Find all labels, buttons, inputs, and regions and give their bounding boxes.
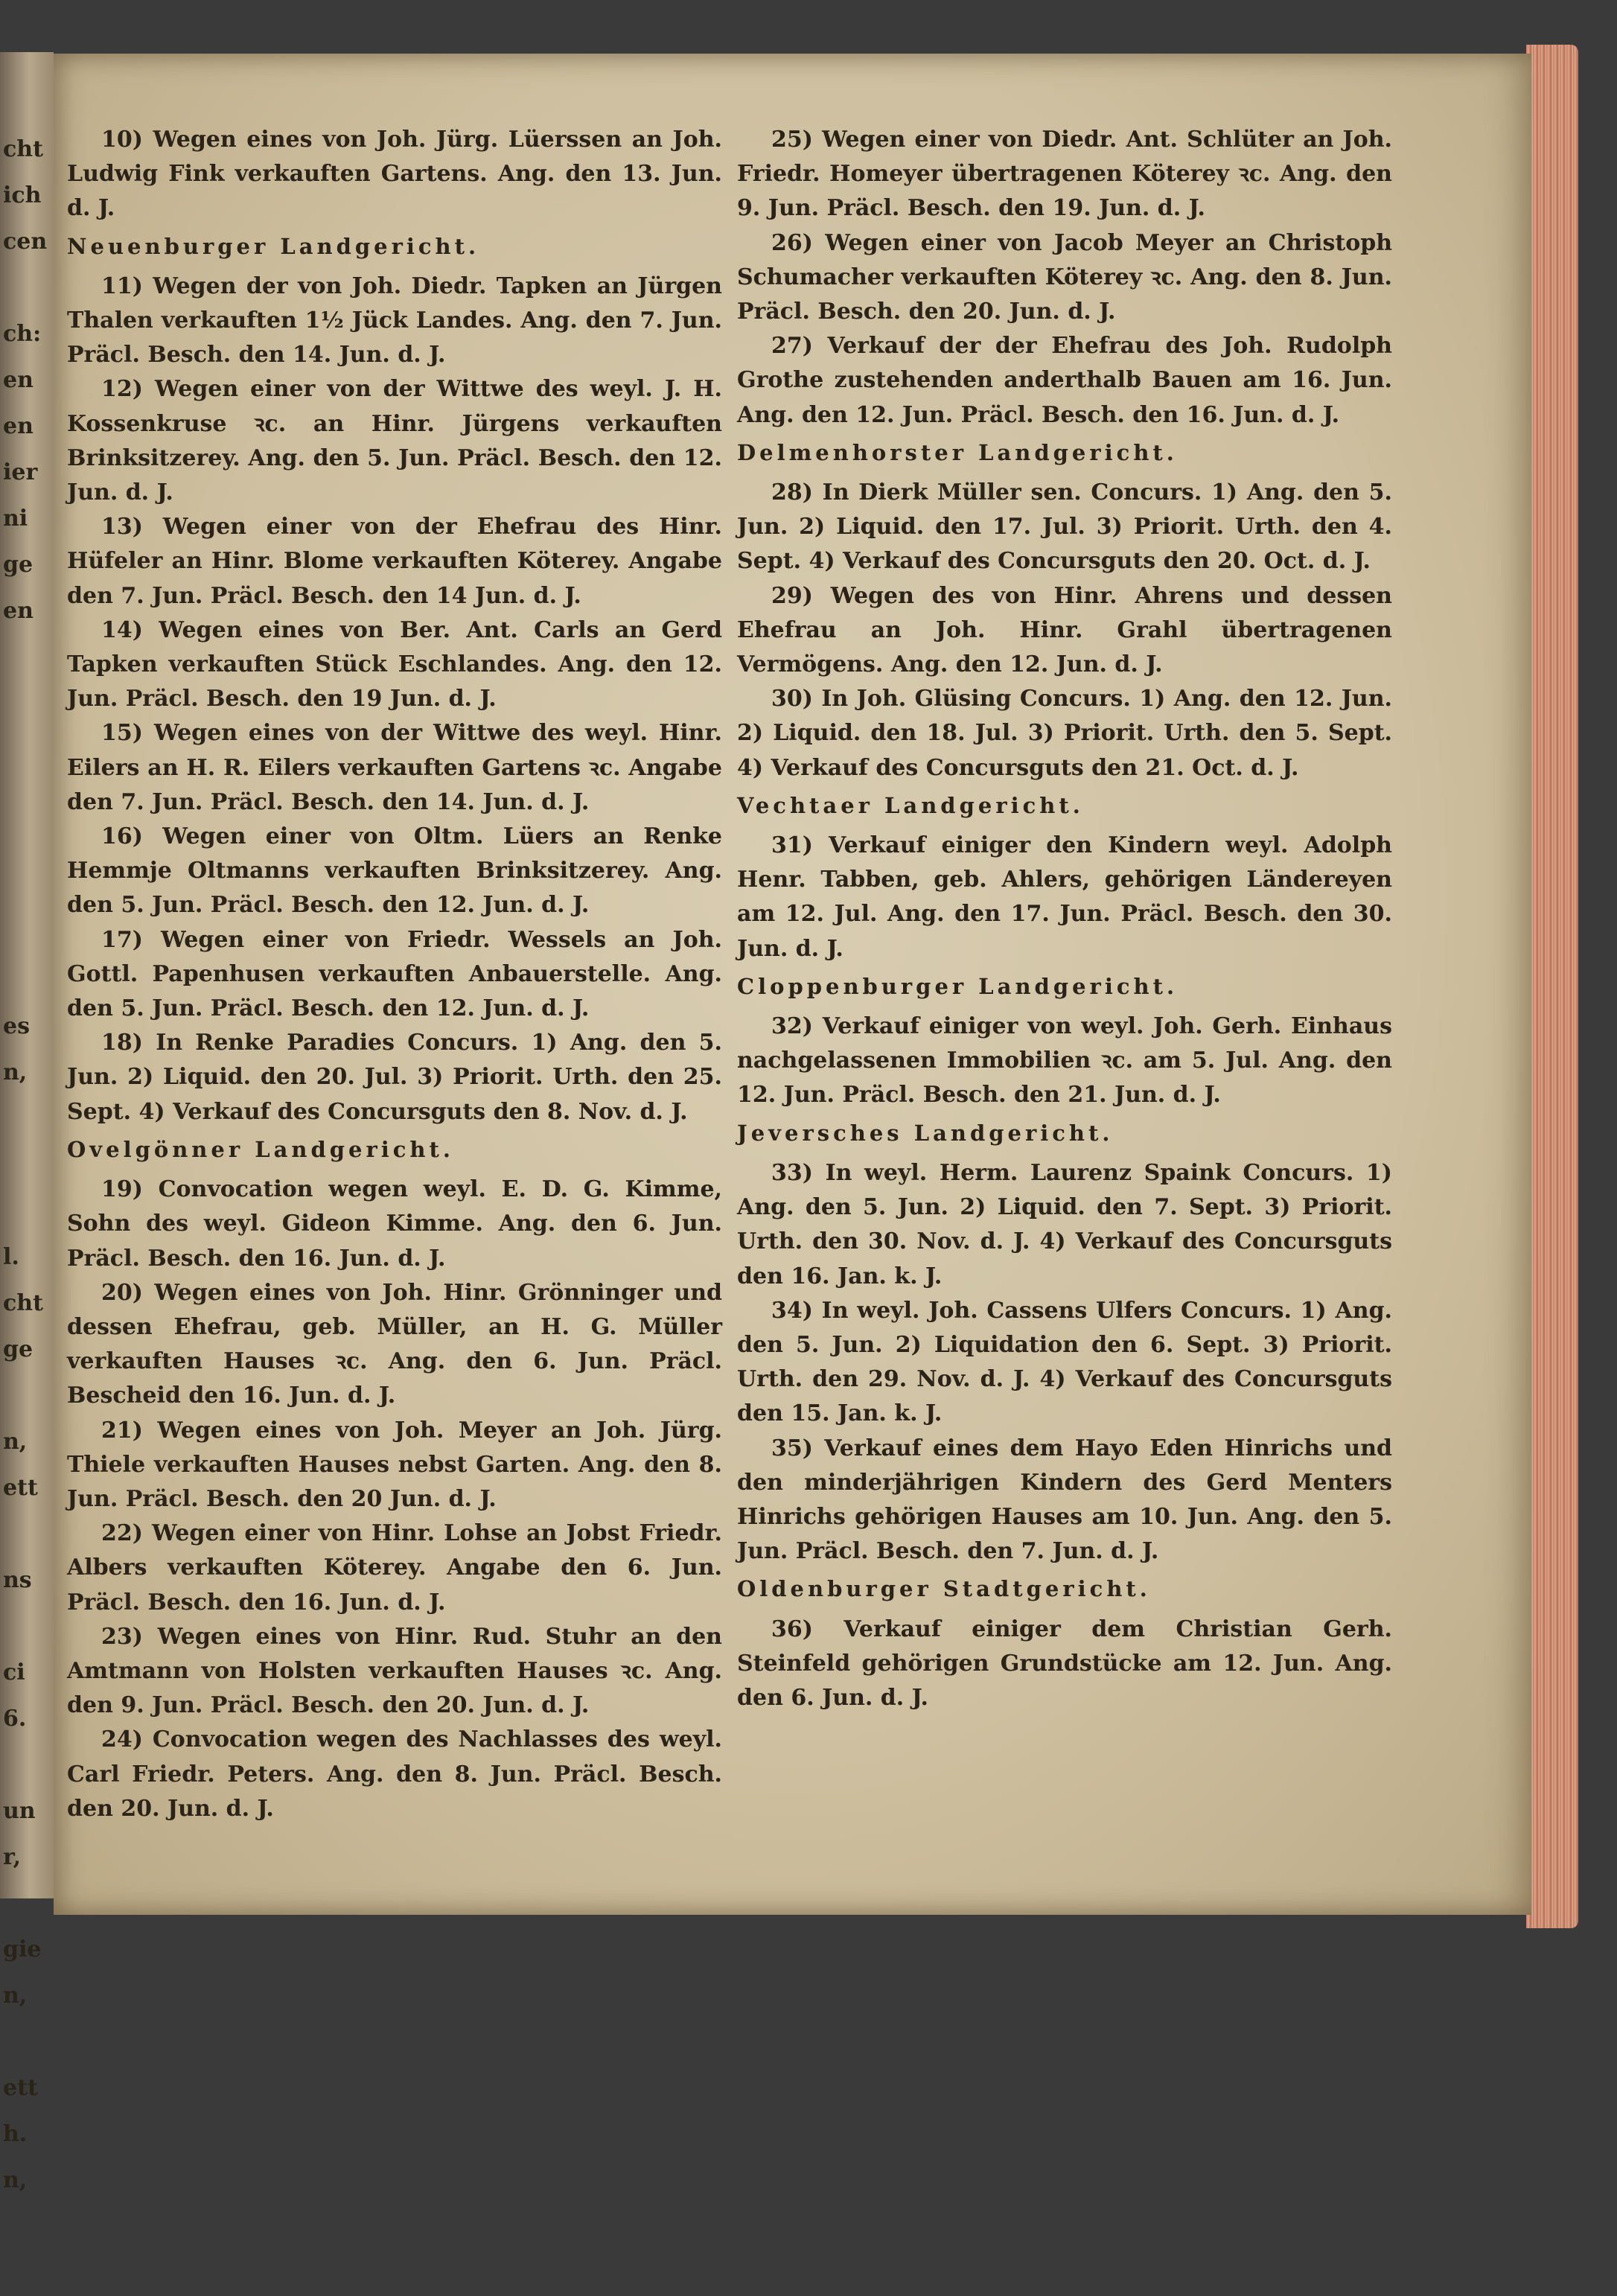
- previous-page-fragment: n,: [3, 1429, 28, 1455]
- notice-entry: 20) Wegen eines von Joh. Hinr. Grönninger und dessen Ehefrau, geb. Müller, an H. G. Müller verkauften Hauses ꝛc. Ang. den 6. Jun. Präcl. Bescheid den 16. Jun. d. J.: [67, 1279, 722, 1409]
- notice-entry: 10) Wegen eines von Joh. Jürg. Lüerssen an Joh. Ludwig Fink verkauften Gartens. Ang. den 13. Jun. d. J.: [67, 127, 722, 222]
- previous-page-fragment: [3, 1881, 51, 1927]
- notice-entry: 26) Wegen einer von Jacob Meyer an Christoph Schumacher verkauften Köterey ꝛc. Ang. den 8. Jun. Präcl. Besch. den 20. Jun. d. J.: [737, 229, 1392, 325]
- previous-page-fragment: cen: [3, 229, 48, 255]
- previous-page-fragment: [3, 957, 51, 1004]
- previous-page-fragment: n,: [3, 1059, 28, 1085]
- court-heading: Jeversches Landgericht.: [737, 1120, 1114, 1146]
- previous-page-fragment: cht: [3, 1290, 43, 1316]
- notice-entry: 35) Verkauf eines dem Hayo Eden Hinrichs und den minderjährigen Kindern des Gerd Menters Hinrichs gehörigen Hauses am 10. Jun. Ang. den 5. Jun. Präcl. Besch. den 7. Jun. d. J.: [737, 1435, 1392, 1565]
- previous-page-fragment: [3, 2019, 51, 2065]
- previous-page-fragment: en: [3, 598, 34, 624]
- notice-entry: 21) Wegen eines von Joh. Meyer an Joh. Jürg. Thiele verkauften Hauses nebst Garten. Ang. den 8. Jun. Präcl. Besch. den 20 Jun. d. J.: [67, 1417, 722, 1512]
- notice-entry: 34) In weyl. Joh. Cassens Ulfers Concurs. 1) Ang. den 5. Jun. 2) Liquidation den 6. Sept. 3) Priorit. Urth. den 29. Nov. d. J. 4) Verkauf des Concursguts den 15. Jan. k. J.: [737, 1297, 1392, 1427]
- notice-entry: 22) Wegen einer von Hinr. Lohse an Jobst Friedr. Albers verkauften Köterey. Angabe den 6. Jun. Präcl. Besch. den 16. Jun. d. J.: [67, 1520, 722, 1616]
- previous-page-fragment: [3, 911, 51, 957]
- notice-entry: 24) Convocation wegen des Nachlasses des weyl. Carl Friedr. Peters. Ang. den 8. Jun. Präcl. Besch. den 20. Jun. d. J.: [67, 1726, 722, 1822]
- right-column: [737, 123, 1392, 1715]
- page-edge-stack: [1526, 45, 1578, 1928]
- previous-page-fragment: ch:: [3, 321, 42, 347]
- notice-entry: 33) In weyl. Herm. Laurenz Spaink Concurs. 1) Ang. den 5. Jun. 2) Liquid. den 7. Sept. 3) Priorit. Urth. den 30. Nov. d. J. 4) Verkauf des Concursguts den 16. Jan. k. J.: [737, 1159, 1392, 1289]
- previous-page-edge: [0, 52, 54, 2193]
- notice-entry: 15) Wegen eines von der Wittwe des weyl. Hinr. Eilers an H. R. Eilers verkauften Gartens ꝛc. Angabe den 7. Jun. Präcl. Besch. den 14. Jun. d. J.: [67, 720, 722, 815]
- previous-page-fragment: en: [3, 413, 34, 439]
- notice-entry: 29) Wegen des von Hinr. Ahrens und dessen Ehefrau an Joh. Hinr. Grahl übertragenen Vermögens. Ang. den 12. Jun. d. J.: [737, 582, 1392, 678]
- previous-page-fragment: [3, 1373, 51, 1419]
- previous-page-fragment: ier: [3, 459, 38, 485]
- court-heading: Cloppenburger Landgericht.: [737, 973, 1179, 999]
- previous-page-fragment: en: [3, 367, 34, 393]
- previous-page-fragment: ci: [3, 1659, 25, 1686]
- notice-entry: 25) Wegen einer von Diedr. Ant. Schlüter an Joh. Friedr. Homeyer übertragenen Köterey ꝛc. Ang. den 9. Jun. Präcl. Besch. den 19. Jun. d. J.: [737, 127, 1392, 222]
- court-heading: Ovelgönner Landgericht.: [67, 1136, 454, 1162]
- notice-entry: 14) Wegen eines von Ber. Ant. Carls an Gerd Tapken verkauften Stück Eschlandes. Ang. den 12. Jun. Präcl. Besch. den 19 Jun. d. J.: [67, 616, 722, 712]
- previous-page-fragment: [3, 680, 51, 727]
- previous-page-fragment: l.: [3, 1244, 19, 1270]
- previous-page-fragment: [3, 1188, 51, 1234]
- left-column: [67, 123, 722, 1826]
- previous-page-fragment: h.: [3, 2121, 28, 2147]
- previous-page-fragment: ge: [3, 552, 34, 578]
- previous-page-fragment: gie: [3, 1936, 42, 1962]
- notice-entry: 36) Verkauf einiger dem Christian Gerh. Steinfeld gehörigen Grundstücke am 12. Jun. Ang. den 6. Jun. d. J.: [737, 1616, 1392, 1711]
- court-heading: Oldenburger Stadtgericht.: [737, 1576, 1151, 1602]
- previous-page-fragment: ett: [3, 1475, 38, 1501]
- previous-page-fragment: [3, 865, 51, 911]
- previous-page-fragment: [3, 819, 51, 865]
- previous-page-fragment: [3, 1604, 51, 1650]
- previous-page-fragment: [3, 265, 51, 311]
- notice-entry: 16) Wegen einer von Oltm. Lüers an Renke Hemmje Oltmanns verkauften Brinksitzerey. Ang. den 5. Jun. Präcl. Besch. den 12. Jun. d. J.: [67, 823, 722, 919]
- notice-entry: 13) Wegen einer von der Ehefrau des Hinr. Hüfeler an Hinr. Blome verkauften Köterey. Angabe den 7. Jun. Präcl. Besch. den 14 Jun. d. J.: [67, 514, 722, 609]
- previous-page-fragment: [3, 773, 51, 819]
- previous-page-fragment: [3, 1096, 51, 1142]
- previous-page-fragment: [3, 2204, 51, 2250]
- notice-entry: 18) In Renke Paradies Concurs. 1) Ang. den 5. Jun. 2) Liquid. den 20. Jul. 3) Priorit. Urth. den 25. Sept. 4) Verkauf des Concursguts den 8. Nov. d. J.: [67, 1030, 722, 1125]
- notice-entry: 27) Verkauf der der Ehefrau des Joh. Rudolph Grothe zustehenden anderthalb Bauen am 16. Jun. Ang. den 12. Jun. Präcl. Besch. den 16. Jun. d. J.: [737, 333, 1392, 428]
- previous-page-fragment: [3, 727, 51, 773]
- court-heading: Neuenburger Landgericht.: [67, 233, 480, 259]
- previous-page-fragment: n,: [3, 2167, 28, 2193]
- previous-page-fragment: 6.: [3, 1706, 27, 1732]
- notice-entry: 17) Wegen einer von Friedr. Wessels an Joh. Gottl. Papenhusen verkauften Anbauerstelle. Ang. den 5. Jun. Präcl. Besch. den 12. Jun. d. J.: [67, 926, 722, 1022]
- previous-page-text-fragments: [3, 127, 51, 2296]
- previous-page-fragment: [3, 1142, 51, 1188]
- previous-page-fragment: ni: [3, 506, 28, 532]
- previous-page-fragment: [3, 1511, 51, 1557]
- court-heading: Delmenhorster Landgericht.: [737, 439, 1178, 465]
- previous-page-fragment: [3, 2250, 51, 2296]
- previous-page-fragment: es: [3, 1013, 30, 1039]
- notice-entry: 11) Wegen der von Joh. Diedr. Tapken an Jürgen Thalen verkauften 1½ Jück Landes. Ang. den 7. Jun. Präcl. Besch. den 14. Jun. d. J.: [67, 272, 722, 369]
- previous-page-fragment: ich: [3, 182, 42, 208]
- previous-page-fragment: ett: [3, 2075, 38, 2101]
- notice-entry: 19) Convocation wegen weyl. E. D. G. Kimme, Sohn des weyl. Gideon Kimme. Ang. den 6. Jun. Präcl. Besch. den 16. Jun. d. J.: [67, 1176, 722, 1272]
- notice-entry: 32) Verkauf einiger von weyl. Joh. Gerh. Einhaus nachgelassenen Immobilien ꝛc. am 5. Jul. Ang. den 12. Jun. Präcl. Besch. den 21. Jun. d. J.: [737, 1013, 1392, 1109]
- notice-entry: 31) Verkauf einiger den Kindern weyl. Adolph Henr. Tabben, geb. Ahlers, gehörigen Ländereyen am 12. Jul. Ang. den 17. Jun. Präcl. Besch. den 30. Jun. d. J.: [737, 832, 1392, 962]
- previous-page-fragment: cht: [3, 136, 43, 162]
- notice-entry: 23) Wegen eines von Hinr. Rud. Stuhr an den Amtmann von Holsten verkauften Hauses ꝛc. Ang. den 9. Jun. Präcl. Besch. den 20. Jun. d. J.: [67, 1623, 722, 1719]
- previous-page-fragment: [3, 1742, 51, 1788]
- previous-page-fragment: ns: [3, 1567, 32, 1593]
- notice-entry: 28) In Dierk Müller sen. Concurs. 1) Ang. den 5. Jun. 2) Liquid. den 17. Jul. 3) Priorit. Urth. den 4. Sept. 4) Verkauf des Concursguts den 20. Oct. d. J.: [737, 479, 1392, 575]
- previous-page-fragment: un: [3, 1798, 36, 1824]
- previous-page-fragment: r,: [3, 1844, 22, 1870]
- court-heading: Vechtaer Landgericht.: [737, 792, 1084, 818]
- notice-entry: 12) Wegen einer von der Wittwe des weyl. J. H. Kossenkruse ꝛc. an Hinr. Jürgens verkauften Brinksitzerey. Ang. den 5. Jun. Präcl. Besch. den 12. Jun. d. J.: [67, 376, 722, 506]
- previous-page-fragment: [3, 634, 51, 680]
- previous-page-fragment: n,: [3, 1983, 28, 2009]
- notice-entry: 30) In Joh. Glüsing Concurs. 1) Ang. den 12. Jun. 2) Liquid. den 18. Jul. 3) Priorit. Urth. den 5. Sept. 4) Verkauf des Concursguts den 21. Oct. d. J.: [737, 686, 1392, 781]
- previous-page-fragment: ge: [3, 1336, 34, 1362]
